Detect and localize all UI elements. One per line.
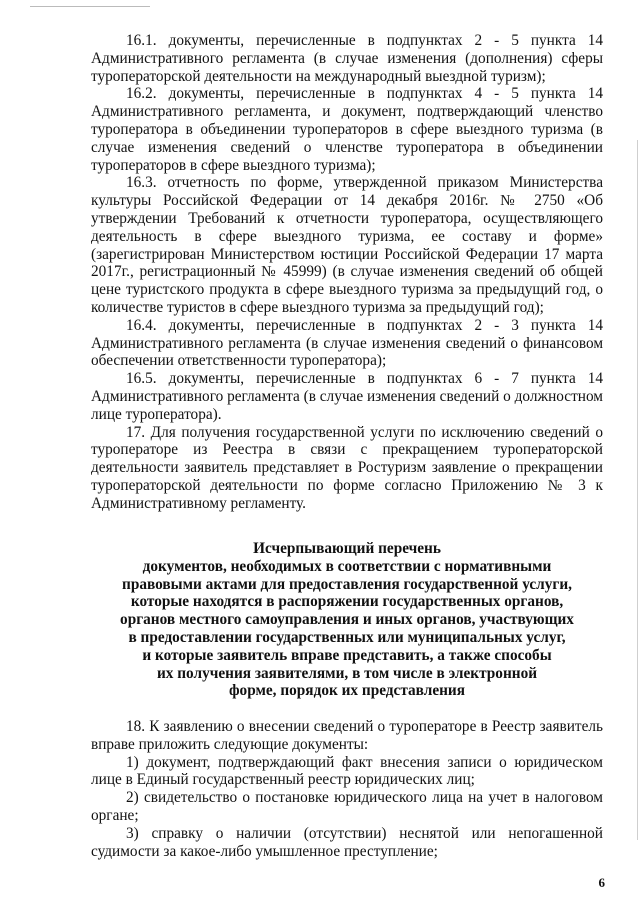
paragraph-16-4: 16.4. документы, перечисленные в подпунктах 2 - 3 пункта 14 Административного регламента (в случае изменения сведений о финансовом обеспечении ответственности туроператора);	[91, 316, 603, 370]
top-paragraphs	[91, 32, 603, 513]
paragraph-16-5: 16.5. документы, перечисленные в подпунктах 6 - 7 пункта 14 Административного регламента (в случае изменения сведений о должностном лице туроператора).	[91, 370, 603, 423]
bottom-paragraphs	[91, 718, 603, 860]
page-number: 6	[598, 875, 605, 890]
paragraph-18: 18. К заявлению о внесении сведений о туроператоре в Реестр заявитель вправе приложить следующие документы:	[91, 718, 603, 753]
heading-line: форме, порядок их представления	[228, 682, 466, 700]
heading-line: Исчерпывающий перечень	[253, 540, 441, 557]
heading-line: органов местного самоуправления и иных органов, участвующих	[120, 611, 574, 629]
paragraph-16-1: 16.1. документы, перечисленные в подпунктах 2 - 5 пункта 14 Административного регламента (в случае изменения (дополнения) сферы туроператорской деятельности на международный выездной туризм);	[91, 32, 603, 85]
list-item-2: 2) свидетельство о постановке юридического лица на учет в налоговом органе;	[91, 789, 603, 824]
list-item-1: 1) документ, подтверждающий факт внесения записи о юридическом лице в Единый государственный реестр юридических лиц;	[91, 753, 603, 789]
paragraph-16-3: 16.3. отчетность по форме, утвержденной приказом Министерства культуры Российской Федерации от 14 декабря 2016г. № 2750 «Об утверждении Требований к отчетности туроператора, осуществляющего деятельность в сфере выездного туризма, ее составу и форме» (зарегистрирован Министерством юстиции Российской Федерации 17 марта 2017г., регистрационный № 45999) (в случае изменения сведений об общей цене туристского продукта в сфере выездного туризма за предыдущий год, о количестве туристов в сфере выездного туризма за предыдущий год);	[91, 174, 603, 316]
heading-line: и которые заявитель вправе представить, а также способы	[142, 646, 552, 664]
heading-line: документов, необходимых в соответствии с нормативными	[142, 557, 552, 575]
paragraph-16-2: 16.2. документы, перечисленные в подпунктах 4 - 5 пункта 14 Административного регламента, и документ, подтверждающий членство туроператора в объединении туроператоров в сфере выездного туризма (в случае изменения сведений о членстве туроператора в объединении туроператоров в сфере выездного туризма);	[91, 85, 603, 174]
heading-line: в предоставлении государственных или муниципальных услуг,	[128, 628, 566, 646]
paragraph-17: 17. Для получения государственной услуги по исключению сведений о туроператоре из Реестра в связи с прекращением туроператорской деятельности заявитель представляет в Ростуризм заявление о прекращении туроператорской деятельности по форме согласно Приложению № 3 к Административному регламенту.	[91, 423, 603, 512]
section-heading	[91, 540, 603, 700]
list-item-3: 3) справку о наличии (отсутствии) неснятой или непогашенной судимости за какое-либо умышленное преступление;	[91, 824, 603, 860]
heading-line: их получения заявителями, в том числе в электронной	[156, 664, 538, 682]
heading-line: которые находятся в распоряжении государственных органов,	[130, 593, 564, 611]
heading-line: правовыми актами для предоставления государственной услуги,	[122, 575, 572, 593]
scan-artifact	[30, 0, 150, 7]
scan-edge	[637, 140, 638, 840]
